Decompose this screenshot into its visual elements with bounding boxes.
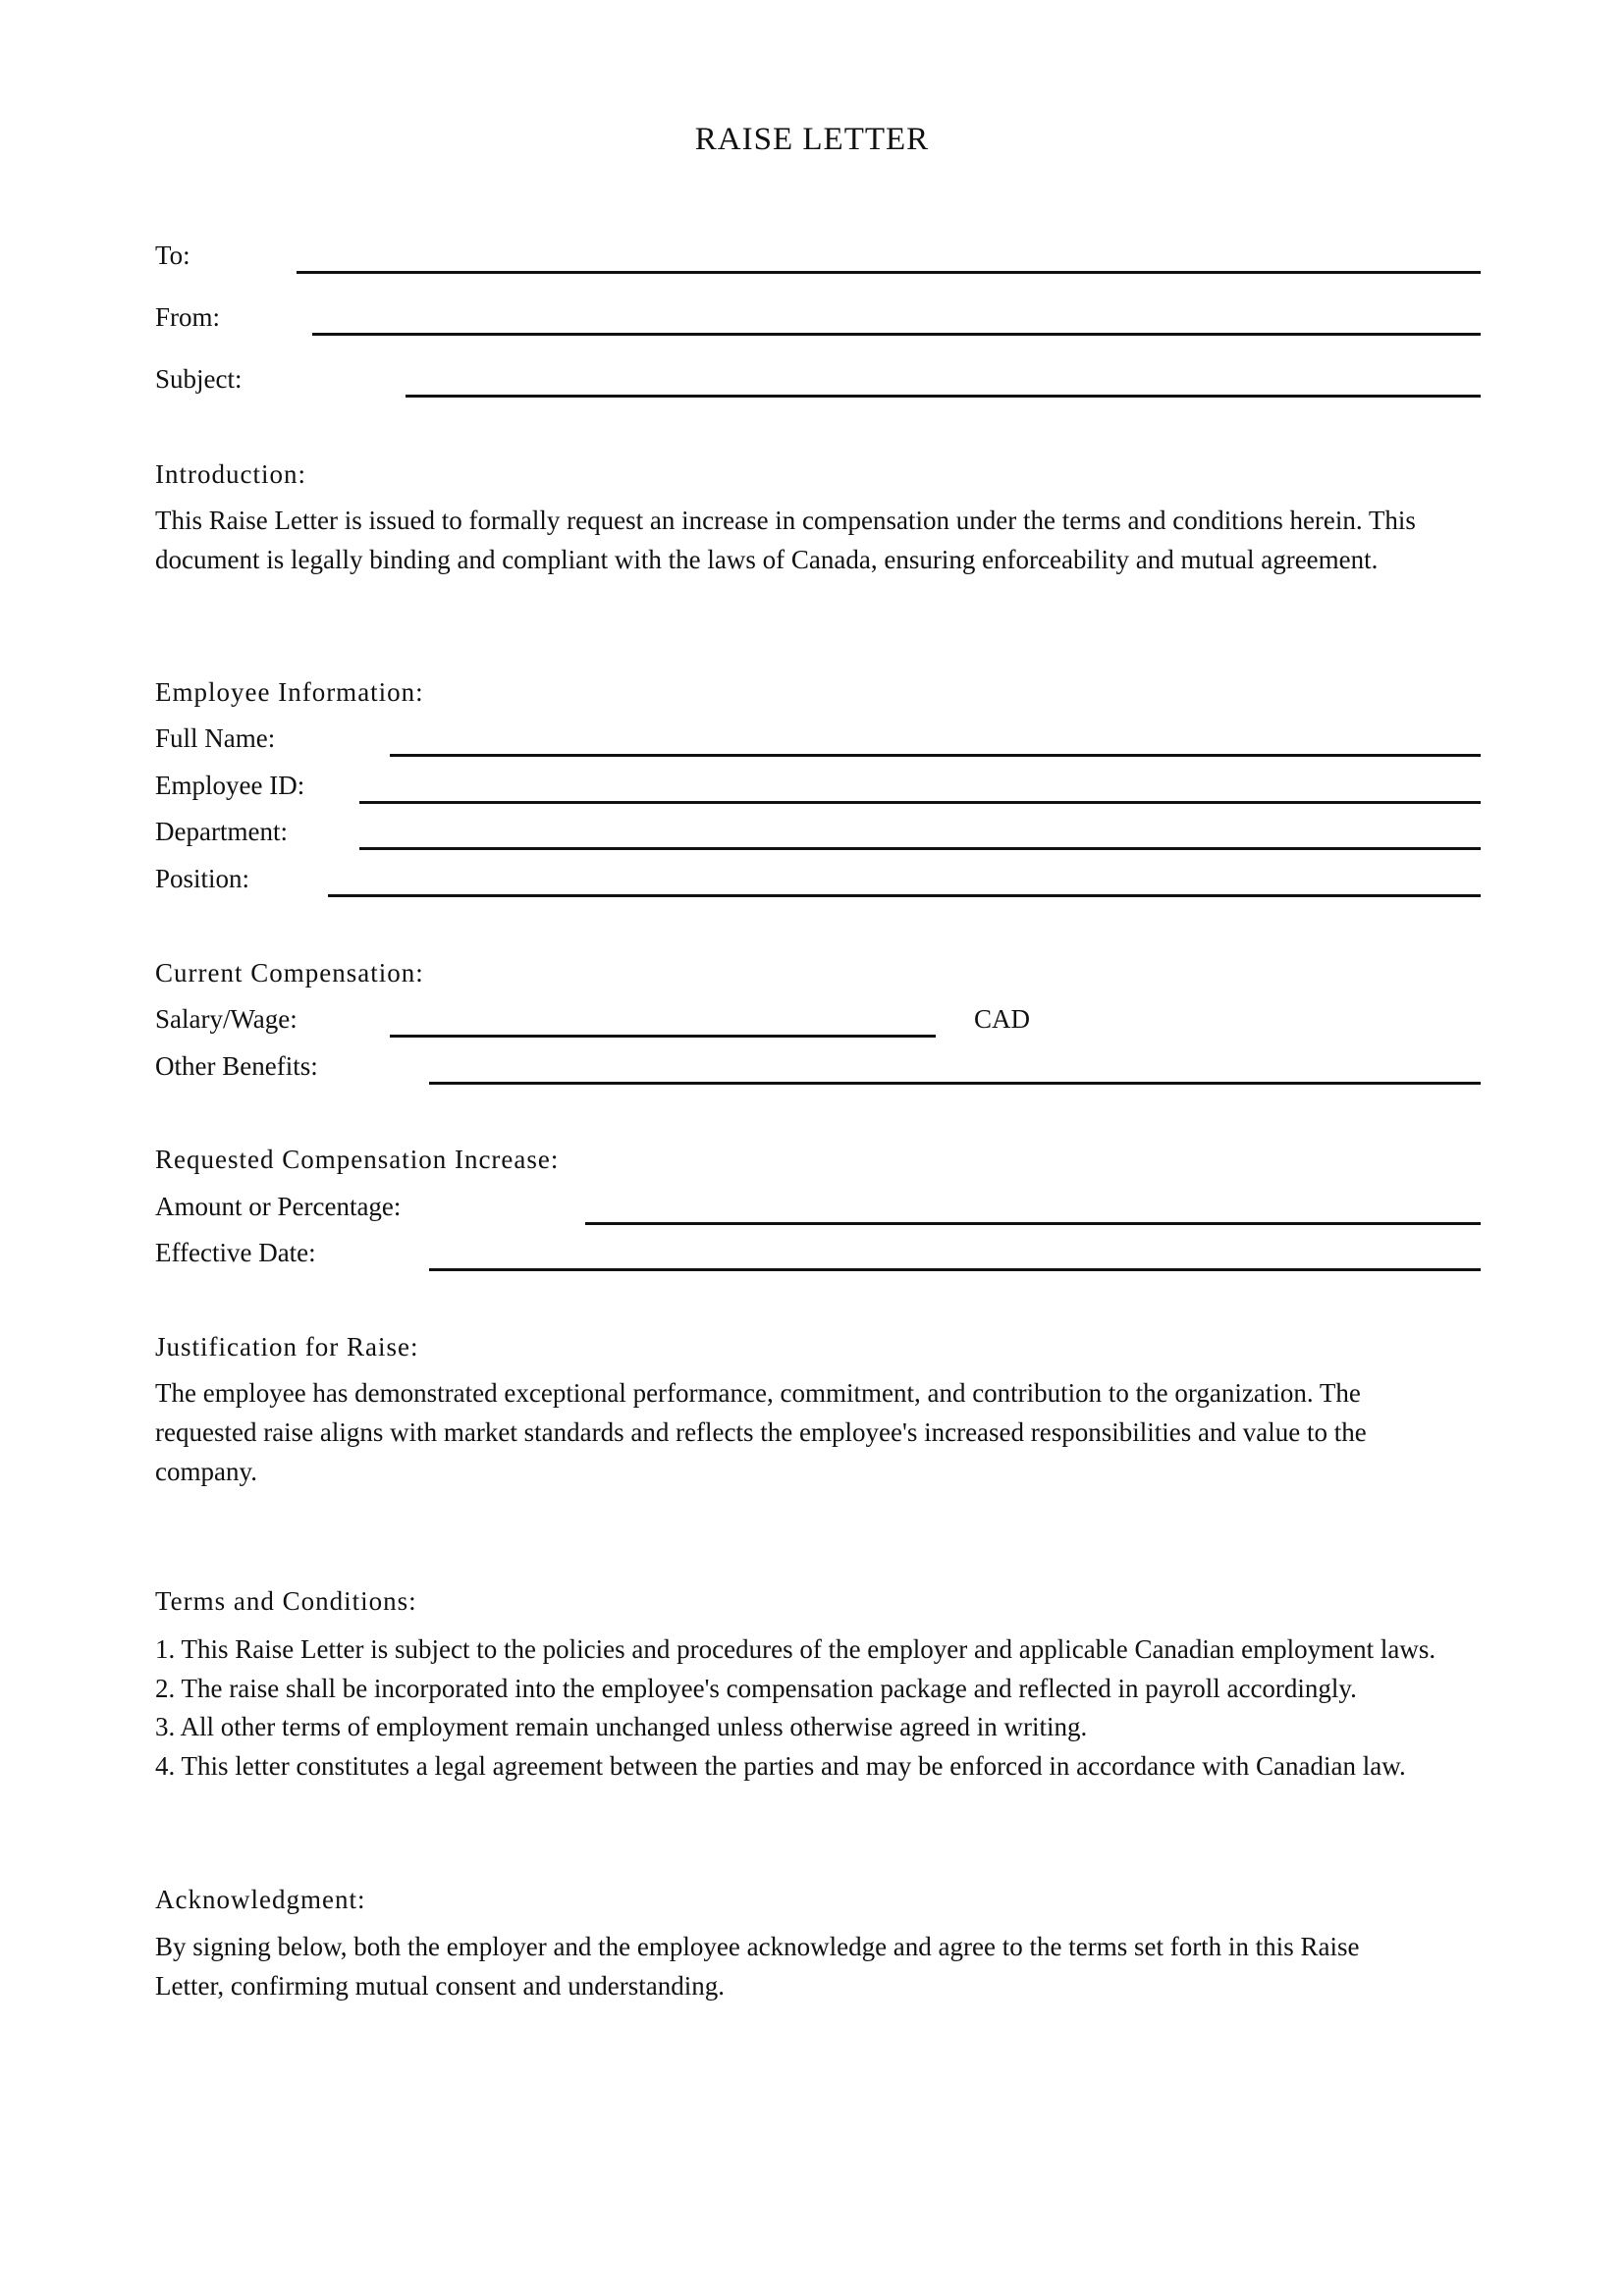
current-compensation-heading: Current Compensation: (155, 958, 424, 988)
effective-date-field-line[interactable] (429, 1268, 1481, 1271)
justification-heading: Justification for Raise: (155, 1332, 419, 1362)
from-field-line[interactable] (312, 333, 1481, 336)
amount-percentage-field-line[interactable] (585, 1222, 1481, 1225)
full-name-field-line[interactable] (390, 754, 1481, 757)
justification-text-line-3: company. (155, 1457, 257, 1486)
salary-wage-label: Salary/Wage: (155, 1004, 298, 1034)
department-field-line[interactable] (359, 847, 1481, 850)
effective-date-label: Effective Date: (155, 1238, 316, 1267)
subject-label: Subject: (155, 364, 243, 394)
terms-heading: Terms and Conditions: (155, 1586, 417, 1616)
position-label: Position: (155, 864, 250, 893)
document-title: RAISE LETTER (694, 122, 930, 157)
salary-wage-field-line[interactable] (390, 1035, 936, 1038)
other-benefits-field-line[interactable] (429, 1082, 1481, 1085)
full-name-label: Full Name: (155, 723, 276, 753)
employee-information-heading: Employee Information: (155, 677, 424, 707)
terms-item-2: 2. The raise shall be incorporated into the employee's compensation package and reflected in payroll accordingly. (155, 1674, 1357, 1703)
amount-percentage-label: Amount or Percentage: (155, 1192, 402, 1221)
introduction-heading: Introduction: (155, 459, 306, 489)
to-field-line[interactable] (297, 271, 1481, 274)
requested-increase-heading: Requested Compensation Increase: (155, 1145, 560, 1174)
to-label: To: (155, 240, 190, 270)
acknowledgment-text-line-2: Letter, confirming mutual consent and understanding. (155, 1971, 726, 2001)
other-benefits-label: Other Benefits: (155, 1051, 318, 1081)
introduction-text-line-2: document is legally binding and compliant with the laws of Canada, ensuring enforceability and mutual agreement. (155, 545, 1379, 574)
terms-item-4: 4. This letter constitutes a legal agreement between the parties and may be enforced in accordance with Canadian law. (155, 1751, 1406, 1781)
acknowledgment-heading: Acknowledgment: (155, 1885, 366, 1914)
employee-id-label: Employee ID: (155, 771, 305, 800)
currency-label: CAD (974, 1004, 1031, 1034)
justification-text-line-1: The employee has demonstrated exceptional performance, commitment, and contribution to the organization. The (155, 1378, 1361, 1408)
from-label: From: (155, 302, 221, 332)
employee-id-field-line[interactable] (359, 801, 1481, 804)
acknowledgment-text-line-1: By signing below, both the employer and the employee acknowledge and agree to the terms set forth in this Raise (155, 1932, 1360, 1961)
terms-item-1: 1. This Raise Letter is subject to the policies and procedures of the employer and applicable Canadian employment laws. (155, 1634, 1436, 1664)
terms-item-3: 3. All other terms of employment remain unchanged unless otherwise agreed in writing. (155, 1712, 1088, 1741)
introduction-text-line-1: This Raise Letter is issued to formally request an increase in compensation under the terms and conditions herein. This (155, 506, 1416, 535)
justification-text-line-2: requested raise aligns with market standards and reflects the employee's increased responsibilities and value to the (155, 1417, 1367, 1447)
subject-field-line[interactable] (406, 395, 1481, 398)
position-field-line[interactable] (328, 894, 1481, 897)
department-label: Department: (155, 817, 288, 846)
